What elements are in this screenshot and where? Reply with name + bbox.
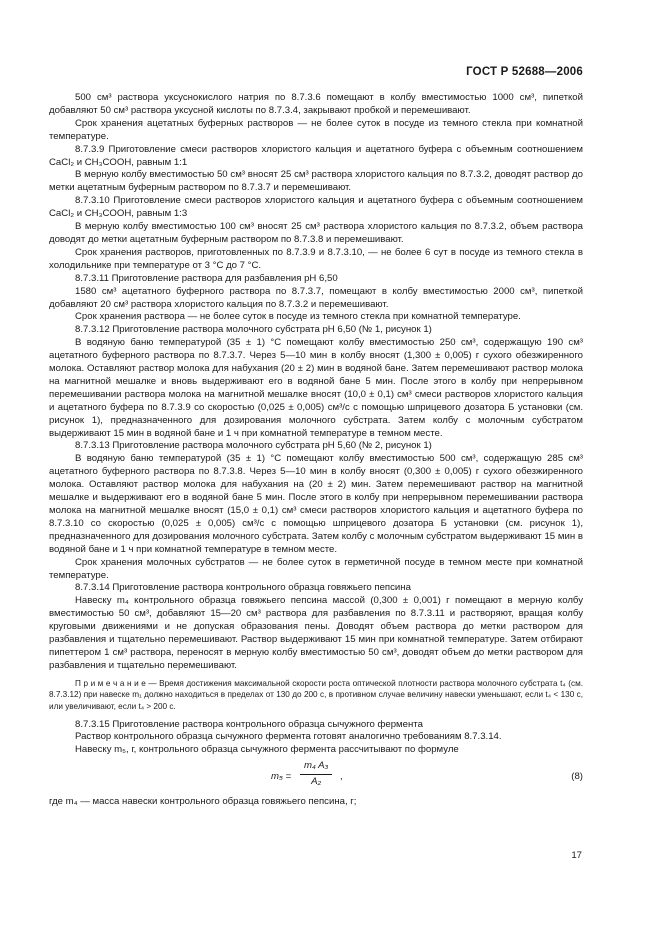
paragraph: Раствор контрольного образца сычужного фермента готовят аналогично требованиям 8.7.3.14. [75,731,502,743]
paragraph: В водяную баню температурой (35 ± 1) °С помещают колбу вместимостью 500 см³, содержащую 285 см³ ацетатного буферного раствора по 8.7.3.8. Через 5—10 мин в колбу вносят (0,300 ± 0,005) г сухого обезжиренного молока. Оставляют раствор молока для набухания на (20 ± 2) мин. Затем перемешивают раствор на магнитной мешалке и выдерживают его в водяной бане 5 мин. После этого в колбу при непрерывном перемешивании раствора молока на магнитной мешалке вносят (15,0 ± 0,1) см³ смеси растворов хлористого кальция и ацетатного буфера по 8.7.3.10 со скоростью (0,025 ± 0,005) см³/с с помощью шприцевого дозатора Б установки (см. рисунок 1), предназначенного для дозирования молочного субстрата. Затем колбу с молочным субстратом выдерживают 15 мин в водяной бане и 1 ч при комнатной температуре в темном месте. [49,453,583,555]
paragraph: В мерную колбу вместимостью 50 см³ вносят 25 см³ раствора хлористого кальция по 8.7.3.2, доводят раствор до метки ацетатным буферным раствором по 8.7.3.7 и перемешивают. [49,169,583,194]
formula-number: (8) [571,771,583,783]
page-number: 17 [571,850,582,861]
formula-fraction [300,760,332,789]
section-heading: 8.7.3.9 Приготовление смеси растворов хлористого кальция и ацетатного буфера с объемным соотношением CaCl₂ и CH₃COOH, равным 1:1 [49,143,583,168]
section-heading: 8.7.3.15 Приготовление раствора контрольного образца сычужного фермента [75,718,423,730]
section-heading: 8.7.3.13 Приготовление раствора молочного субстрата рН 5,60 (№ 2, рисунок 1) [75,440,432,452]
paragraph: Навеску m₄ контрольного образца говяжьего пепсина массой (0,300 ± 0,001) г помещают в мерную колбу вместимостью 50 см³, добавляют 15—20 см³ раствора для разбавления по 8.7.3.11 и растворяют, вращая колбу круговыми движениями и не допуская образования пены. Доводят объем раствора до метки раствором для разбавления и тщательно перемешивают. Раствор выдерживают 15 мин при комнатной температуре. Затем отбирают пипеттером 1 см³ раствора, переносят в мерную колбу вместимостью 50 см³, доводят объем до метки раствором для разбавления и тщательно перемешивают. [49,595,583,671]
paragraph: Срок хранения ацетатных буферных растворов — не более суток в посуде из темного стекла при комнатной температуре. [49,117,583,142]
note-text: — Время достижения максимальной скорости роста оптической плотности раствора молочного субстрата t₄ (см. 8.7.3.12) при навеске m₁ должно находиться в пределах от 130 до 200 с, в противном случае величину навески уменьшают, если t₄ < 130 с, или увеличивают, если t₄ > 200 с. [49,678,584,711]
paragraph: Навеску m₅, г, контрольного образца сычужного фермента рассчитывают по формуле [75,744,459,756]
section-heading: 8.7.3.12 Приготовление раствора молочного субстрата рН 6,50 (№ 1, рисунок 1) [75,324,432,336]
where-clause: где m₄ — масса навески контрольного образца говяжьего пепсина, г; [49,796,357,808]
paragraph: Срок хранения растворов, приготовленных по 8.7.3.9 и 8.7.3.10, — не более 6 сут в посуде из темного стекла в холодильнике при температуре от 3 °С до 7 °С. [49,246,583,271]
formula-numerator: m₄ A₃ [300,760,332,775]
formula-denominator: A₂ [311,776,322,788]
paragraph: 1580 см³ ацетатного буферного раствора по 8.7.3.7, помещают в колбу вместимостью 2000 см³, пипеткой добавляют 20 см³ раствора хлористого кальция по 8.7.3.2 и перемешивают. [49,285,583,310]
formula [49,758,583,794]
note-label: П р и м е ч а н и е [75,678,146,688]
formula-comma: , [340,771,343,783]
standard-header: ГОСТ Р 52688—2006 [466,66,583,78]
paragraph: 500 см³ раствора уксуснокислого натрия по 8.7.3.6 помещают в колбу вместимостью 1000 см³, пипеткой добавляют 50 см³ раствора уксусной кислоты по 8.7.3.4, закрывают пробкой и перемешивают. [49,92,583,116]
note [49,678,583,713]
paragraph: В водяную баню температурой (35 ± 1) °С помещают колбу вместимостью 250 см³, содержащую 190 см³ ацетатного буферного раствора по 8.7.3.7. Через 5—10 мин в колбу вносят (1,300 ± 0,005) г сухого обезжиренного молока. Оставляют раствор молока для набухания (20 ± 2) мин в водяной бане. Затем перемешивают раствор молока на магнитной мешалке и вновь выдерживают его в водяной бане 5 мин. После этого в колбу при непрерывном перемешивании раствора молока на магнитной мешалке вносят (10,0 ± 0,1) см³ смеси растворов хлористого кальция и ацетатного буфера по 8.7.3.9 со скоростью (0,025 ± 0,005) см³/с с помощью шприцевого дозатора Б установки (см. рисунок 1), предназначенного для дозирования молочного субстрата. Затем колбу с молочным субстратом выдерживают 15 мин в водяной бане и 1 ч при комнатной температуре в темном месте. [49,337,583,439]
section-heading: 8.7.3.10 Приготовление смеси растворов хлористого кальция и ацетатного буфера с объемным соотношением CaCl₂ и CH₃COOH, равным 1:3 [49,195,583,220]
paragraph: В мерную колбу вместимостью 100 см³ вносят 25 см³ раствора хлористого кальция по 8.7.3.2, объем раствора доводят до метки ацетатным буферным раствором по 8.7.3.8 и перемешивают. [49,221,583,245]
formula-lhs: m₅ = [271,771,292,783]
section-heading: 8.7.3.11 Приготовление раствора для разбавления рН 6,50 [75,272,338,284]
paragraph: Срок хранения молочных субстратов — не более суток в герметичной посуде в темном месте при комнатной температуре. [49,556,583,581]
paragraph: Срок хранения раствора — не более суток в посуде из темного стекла при комнатной температуре. [75,311,521,323]
document-body [49,92,583,809]
section-heading: 8.7.3.14 Приготовление раствора контрольного образца говяжьего пепсина [75,582,411,594]
